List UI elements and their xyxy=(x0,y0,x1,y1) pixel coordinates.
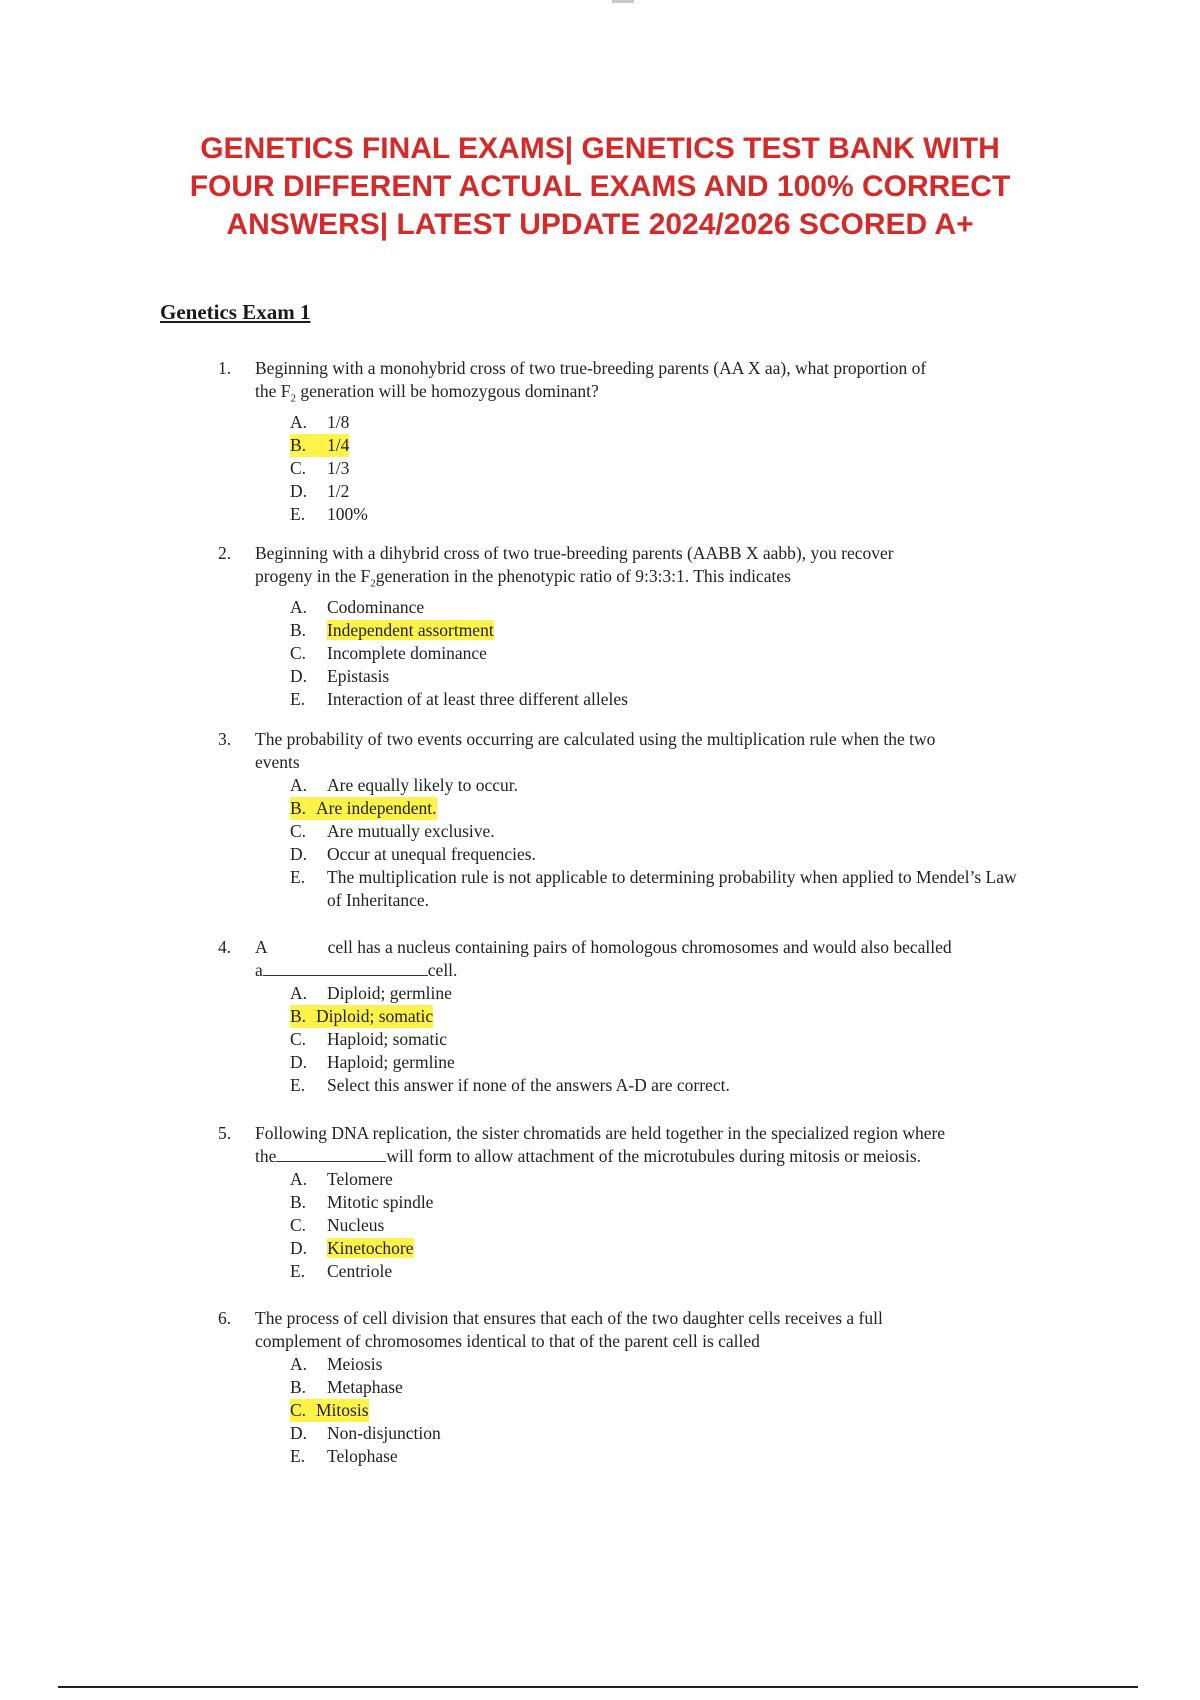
top-scan-mark xyxy=(612,0,634,3)
option-letter: A. xyxy=(290,596,308,617)
option-text: Meiosis xyxy=(327,1354,383,1374)
question-number: 6. xyxy=(218,1308,232,1328)
option-letter: E. xyxy=(290,1075,306,1095)
option-text: Non-disjunction xyxy=(327,1423,441,1443)
options-list xyxy=(290,411,1058,526)
question-stem xyxy=(255,1122,1058,1168)
option-c xyxy=(290,642,1058,665)
option-letter: E. xyxy=(290,1446,306,1466)
option-letter: B. xyxy=(290,1192,307,1212)
option-letter: A. xyxy=(290,1169,308,1189)
option-text: 1/2 xyxy=(327,480,350,501)
option-b-correct xyxy=(290,797,1058,820)
title-line-2: FOUR DIFFERENT ACTUAL EXAMS AND 100% CORRECT xyxy=(189,170,1011,203)
stem-line: The probability of two events occurring are calculated using the multiplication rule when the two xyxy=(255,729,936,749)
option-text: Telomere xyxy=(327,1169,393,1189)
option-letter: C. xyxy=(290,457,307,478)
title-line-3: ANSWERS| LATEST UPDATE 2024/2026 SCORED A+ xyxy=(226,208,974,241)
stem-line: Beginning with a monohybrid cross of two true-breeding parents (AA X aa), what proportion of xyxy=(255,358,927,378)
stem-text: a xyxy=(255,960,263,980)
option-letter: C. xyxy=(290,1400,307,1420)
option-e xyxy=(290,688,1058,711)
question-number: 1. xyxy=(218,358,232,378)
option-c-correct xyxy=(290,1399,1058,1422)
option-d xyxy=(290,1422,1058,1445)
option-e xyxy=(290,503,1058,526)
question-number: 4. xyxy=(218,937,232,957)
option-text: Nucleus xyxy=(327,1215,385,1235)
option-text: Are independent. xyxy=(316,798,437,818)
option-e xyxy=(290,1074,1058,1097)
option-letter: C. xyxy=(290,1215,307,1235)
question-5 xyxy=(218,1122,1058,1283)
option-b xyxy=(290,1191,1058,1214)
options-list xyxy=(290,1353,1058,1468)
option-text: Codominance xyxy=(327,596,425,617)
option-a xyxy=(290,596,1058,619)
option-letter: D. xyxy=(290,665,308,686)
option-text: Are equally likely to occur. xyxy=(327,775,518,795)
question-stem xyxy=(255,542,1058,596)
stem-line: Following DNA replication, the sister chromatids are held together in the specialized region where xyxy=(255,1123,946,1143)
question-3 xyxy=(218,728,1058,912)
option-letter: E. xyxy=(290,503,306,524)
document-title xyxy=(120,130,1080,244)
stem-line xyxy=(255,936,1058,959)
section-title: Genetics Exam 1 xyxy=(160,300,311,324)
option-text: Incomplete dominance xyxy=(327,642,487,663)
option-letter: A. xyxy=(290,411,308,432)
question-number: 3. xyxy=(218,729,232,749)
stem-text: generation will be homozygous dominant? xyxy=(296,381,599,401)
option-text: Mitotic spindle xyxy=(327,1192,434,1212)
option-text: Occur at unequal frequencies. xyxy=(327,844,536,864)
option-text: Are mutually exclusive. xyxy=(327,821,495,841)
question-stem xyxy=(255,936,1058,982)
stem-line: events xyxy=(255,752,300,772)
question-number: 5. xyxy=(218,1123,232,1143)
footer-divider xyxy=(58,1686,1138,1688)
option-text: 1/4 xyxy=(327,434,350,455)
option-text: 1/3 xyxy=(327,457,350,478)
stem-line xyxy=(255,565,1058,596)
stem-text: the F xyxy=(255,381,291,401)
question-stem xyxy=(255,357,1058,411)
option-letter: B. xyxy=(290,1377,307,1397)
option-letter: E. xyxy=(290,867,306,887)
stem-line xyxy=(255,380,1058,411)
stem-line: Beginning with a dihybrid cross of two true-breeding parents (AABB X aabb), you recover xyxy=(255,543,894,563)
option-letter: D. xyxy=(290,1052,308,1072)
option-letter: A. xyxy=(290,775,308,795)
option-b-correct xyxy=(290,434,1058,457)
option-a xyxy=(290,982,1058,1005)
stem-line xyxy=(255,959,1058,982)
option-text: Diploid; germline xyxy=(327,983,452,1003)
option-letter: E. xyxy=(290,688,306,709)
option-a xyxy=(290,1353,1058,1376)
stem-text: cell. xyxy=(427,960,458,980)
option-d xyxy=(290,480,1058,503)
subscript: 2 xyxy=(290,392,296,405)
option-d-correct xyxy=(290,1237,1058,1260)
option-b-correct xyxy=(290,619,1058,642)
stem-text: A xyxy=(255,937,268,957)
option-text: Kinetochore xyxy=(327,1238,414,1258)
option-text: 1/8 xyxy=(327,411,350,432)
option-a xyxy=(290,1168,1058,1191)
option-letter: D. xyxy=(290,1423,308,1443)
option-a xyxy=(290,411,1058,434)
option-letter: E. xyxy=(290,1261,306,1281)
stem-line: The process of cell division that ensures that each of the two daughter cells receives a full xyxy=(255,1308,883,1328)
option-e xyxy=(290,1445,1058,1468)
stem-text: will form to allow attachment of the microtubules during mitosis or meiosis. xyxy=(386,1146,922,1166)
option-letter: B. xyxy=(290,619,307,640)
answer-blank xyxy=(263,959,428,976)
option-a xyxy=(290,774,1058,797)
option-text: Centriole xyxy=(327,1261,393,1281)
question-1 xyxy=(218,357,1058,526)
question-stem xyxy=(255,728,1058,774)
answer-blank xyxy=(276,1145,386,1162)
stem-text: generation in the phenotypic ratio of 9:3:3:1. This indicates xyxy=(375,566,791,586)
options-list xyxy=(290,774,1058,912)
option-letter: D. xyxy=(290,1238,308,1258)
option-letter: C. xyxy=(290,821,307,841)
stem-text: the xyxy=(255,1146,277,1166)
option-d xyxy=(290,665,1058,688)
option-text: Metaphase xyxy=(327,1377,403,1397)
option-text: Telophase xyxy=(327,1446,398,1466)
subscript: 2 xyxy=(370,577,376,590)
option-letter: C. xyxy=(290,1029,307,1049)
option-letter: B. xyxy=(290,434,307,455)
option-text: The multiplication rule is not applicable to determining probability when applied to Mendel’s Law of Inheritance. xyxy=(327,867,1017,910)
option-c xyxy=(290,1214,1058,1237)
question-number: 2. xyxy=(218,543,232,563)
option-letter: B. xyxy=(290,798,307,818)
option-text: Epistasis xyxy=(327,665,390,686)
option-letter: D. xyxy=(290,480,308,501)
options-list xyxy=(290,982,1058,1097)
title-line-1: GENETICS FINAL EXAMS| GENETICS TEST BANK WITH xyxy=(200,132,1000,165)
option-c xyxy=(290,820,1058,843)
option-text: Haploid; somatic xyxy=(327,1029,448,1049)
option-e xyxy=(290,866,1058,912)
option-letter: D. xyxy=(290,844,308,864)
stem-text: cell has a nucleus containing pairs of homologous chromosomes and would also becalled xyxy=(327,937,952,957)
stem-line xyxy=(255,1145,1058,1168)
options-list xyxy=(290,1168,1058,1283)
option-letter: A. xyxy=(290,1354,308,1374)
option-b xyxy=(290,1376,1058,1399)
options-list xyxy=(290,596,1058,711)
option-letter: C. xyxy=(290,642,307,663)
option-d xyxy=(290,1051,1058,1074)
option-d xyxy=(290,843,1058,866)
option-letter: B. xyxy=(290,1006,307,1026)
option-c xyxy=(290,1028,1058,1051)
option-text: 100% xyxy=(327,503,368,524)
question-4 xyxy=(218,936,1058,1097)
option-text: Interaction of at least three different alleles xyxy=(327,688,628,709)
option-text: Select this answer if none of the answers A-D are correct. xyxy=(327,1075,730,1095)
question-stem xyxy=(255,1307,1058,1353)
option-text: Mitosis xyxy=(316,1400,369,1420)
option-b-correct xyxy=(290,1005,1058,1028)
option-c xyxy=(290,457,1058,480)
option-letter: A. xyxy=(290,983,308,1003)
option-text: Haploid; germline xyxy=(327,1052,455,1072)
question-2 xyxy=(218,542,1058,711)
option-text: Diploid; somatic xyxy=(316,1006,434,1026)
option-text: Independent assortment xyxy=(327,619,494,640)
question-6 xyxy=(218,1307,1058,1468)
stem-text: progeny in the F xyxy=(255,566,371,586)
stem-line: complement of chromosomes identical to that of the parent cell is called xyxy=(255,1331,760,1351)
option-e xyxy=(290,1260,1058,1283)
